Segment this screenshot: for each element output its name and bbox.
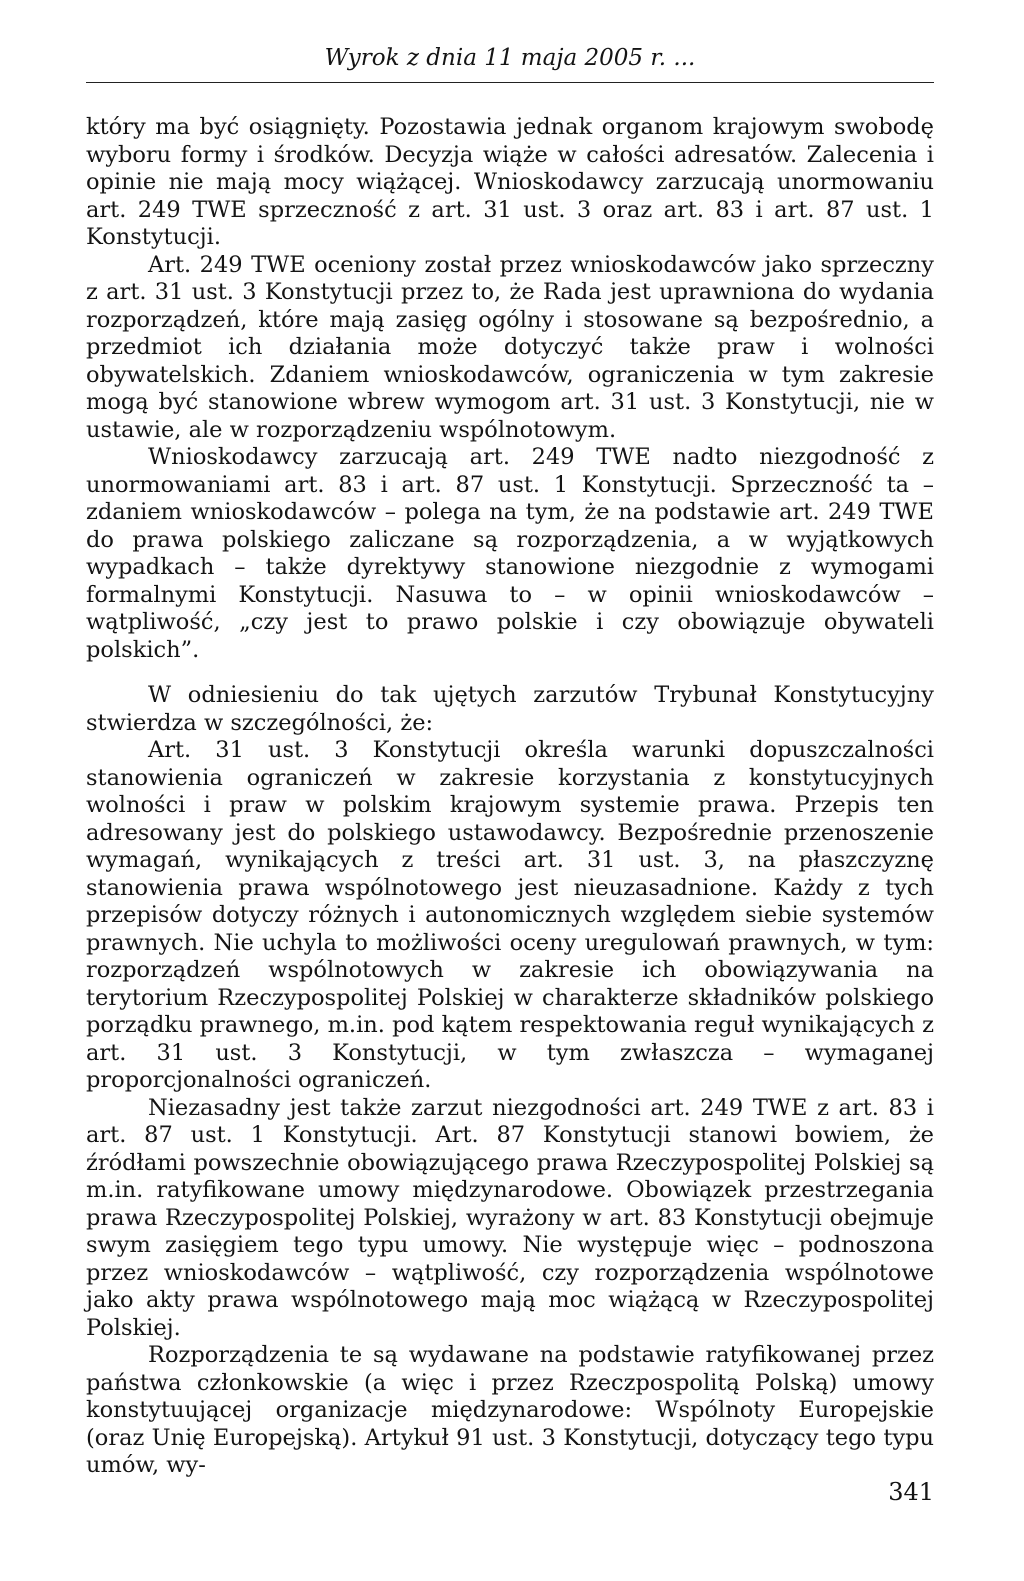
page-number: 341 bbox=[888, 1478, 934, 1506]
running-header: Wyrok z dnia 11 maja 2005 r. ... bbox=[324, 45, 696, 71]
text-section-1 bbox=[86, 114, 934, 664]
paragraph: Art. 249 TWE oceniony został przez wnioskodawców jako sprzeczny z art. 31 ust. 3 Konstytucji przez to, że Rada jest uprawniona do wydania rozporządzeń, które mają zasięg ogólny i stosowane są bezpośrednio, a przedmiot ich działania może dotyczyć także praw i wolności obywatelskich. Zdaniem wnioskodawców, ograniczenia w tym zakresie mogą być stanowione wbrew wymogom art. 31 ust. 3 Konstytucji, nie w ustawie, ale w rozporządzeniu wspólnotowym. bbox=[86, 251, 934, 443]
paragraph: który ma być osiągnięty. Pozostawia jednak organom krajowym swobodę wyboru formy i środków. Decyzja wiąże w całości adresatów. Zalecenia i opinie nie mają mocy wiążącej. Wnioskodawcy zarzucają unormowaniu art. 249 TWE sprzeczność z art. 31 ust. 3 oraz art. 83 i art. 87 ust. 1 Konstytucji. bbox=[86, 114, 934, 250]
paragraph: Art. 31 ust. 3 Konstytucji określa warunki dopuszczalności stanowienia ograniczeń w zakresie korzystania z konstytucyjnych wolności i praw w polskim krajowym systemie prawa. Przepis ten adresowany jest do polskiego ustawodawcy. Bezpośrednie przenoszenie wymagań, wynikających z treści art. 31 ust. 3, na płaszczyznę stanowienia prawa wspólnotowego jest nieuzasadnione. Każdy z tych przepisów dotyczy różnych i autonomicznych względem siebie systemów prawnych. Nie uchyla to możliwości oceny uregulowań prawnych, w tym: rozporządzeń wspólnotowych w zakresie ich obowiązywania na terytorium Rzeczypospolitej Polskiej w charakterze składników polskiego porządku prawnego, m.in. pod kątem respektowania reguł wynikających z art. 31 ust. 3 Konstytucji, w tym zwłaszcza – wymaganej proporcjonalności ograniczeń. bbox=[86, 737, 934, 1093]
paragraph: Rozporządzenia te są wydawane na podstawie ratyfikowanej przez państwa członkowskie (a więc i przez Rzeczpospolitą Polską) umowy konstytuującej organizacje międzynarodowe: Wspólnoty Europejskie (oraz Unię Europejską). Artykuł 91 ust. 3 Konstytucji, dotyczący tego typu umów, wy- bbox=[86, 1342, 934, 1478]
paragraph: W odniesieniu do tak ujętych zarzutów Trybunał Konstytucyjny stwierdza w szczególności, że: bbox=[86, 682, 934, 736]
paragraph: Wnioskodawcy zarzucają art. 249 TWE nadto niezgodność z unormowaniami art. 83 i art. 87 ust. 1 Konstytucji. Sprzeczność ta – zdaniem wnioskodawców – polega na tym, że na podstawie art. 249 TWE do prawa polskiego zaliczane są rozporządzenia, a w wyjątkowych wypadkach – także dyrektywy stanowione niezgodnie z wymogami formalnymi Konstytucji. Nasuwa to – w opinii wnioskodawców – wątpliwość, „czy jest to prawo polskie i czy obowiązuje obywateli polskich”. bbox=[86, 444, 934, 663]
header-rule bbox=[86, 82, 934, 83]
text-section-2 bbox=[86, 682, 934, 1480]
paragraph: Niezasadny jest także zarzut niezgodności art. 249 TWE z art. 83 i art. 87 ust. 1 Konstytucji. Art. 87 Konstytucji stanowi bowiem, że źródłami powszechnie obowiązującego prawa Rzeczypospolitej Polskiej są m.in. ratyfikowane umowy międzynarodowe. Obowiązek przestrzegania prawa Rzeczypospolitej Polskiej, wyrażony w art. 83 Konstytucji obejmuje swym zasięgiem tego typu umowy. Nie występuje więc – podnoszona przez wnioskodawców – wątpliwość, czy rozporządzenia wspólnotowe jako akty prawa wspólnotowego mają moc wiążącą w Rzeczypospolitej Polskiej. bbox=[86, 1094, 934, 1341]
